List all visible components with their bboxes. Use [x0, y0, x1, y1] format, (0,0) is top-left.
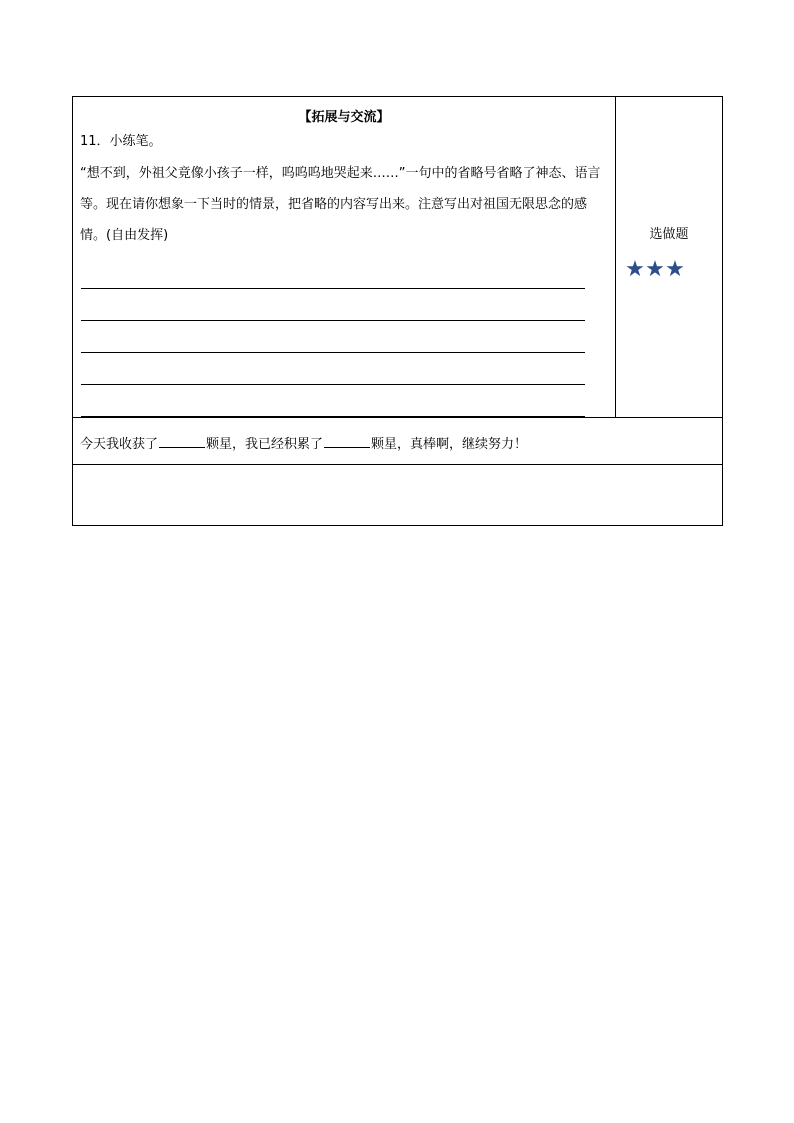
answer-line[interactable]: [81, 353, 585, 385]
star-icon: ★: [645, 257, 665, 282]
answer-line[interactable]: [81, 385, 585, 417]
summary-row: [73, 418, 723, 465]
star-icon: ★: [665, 257, 685, 282]
question-text: “想不到，外祖父竟像小孩子一样，呜呜呜地哭起来……”一句中的省略号省略了神态、语言等。现在请你想象一下当时的情景，把省略的内容写出来。注意写出对祖国无限思念的感情。(自由发挥): [80, 166, 601, 243]
answer-line[interactable]: [81, 257, 585, 289]
optional-label: 选做题: [649, 227, 689, 242]
star-rating: [625, 257, 685, 282]
today-stars-blank[interactable]: [159, 434, 205, 448]
difficulty-cell: [616, 97, 723, 418]
summary-part2: 颗星，我已经积累了: [206, 437, 324, 452]
summary-part1: 今天我收获了: [80, 437, 159, 452]
empty-row: [73, 465, 723, 526]
answer-line[interactable]: [81, 321, 585, 353]
star-icon: ★: [625, 257, 645, 282]
answer-line[interactable]: [81, 289, 585, 321]
exercise-cell: [73, 97, 616, 418]
worksheet: [72, 96, 722, 526]
worksheet-table: [72, 96, 723, 526]
summary-part3: 颗星，真棒啊，继续努力！: [371, 437, 528, 452]
total-stars-blank[interactable]: [324, 434, 370, 448]
question-number: 11．小练笔。: [80, 134, 162, 149]
section-title: 【拓展与交流】: [298, 110, 390, 125]
answer-lines: [81, 257, 585, 417]
summary-text: [73, 418, 722, 453]
